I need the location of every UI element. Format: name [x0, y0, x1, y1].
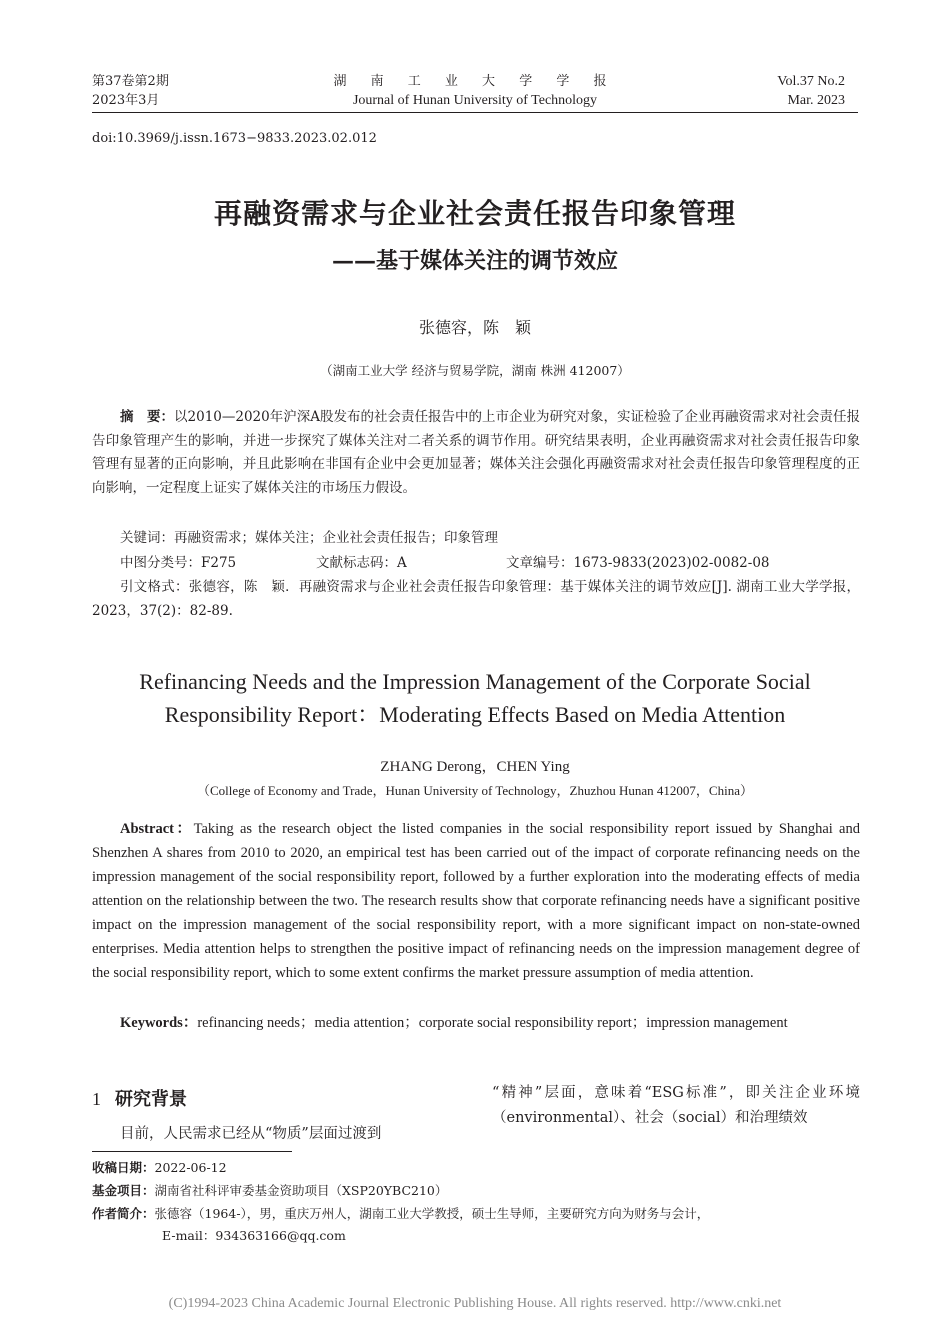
citation-text: 张德容，陈 颖．再融资需求与企业社会责任报告印象管理：基于媒体关注的调节效应[J]. 湖南工业大学学报，2023，37(2)：82-89. [92, 579, 860, 619]
footnote-divider [92, 1151, 292, 1152]
header-volume-en: Vol.37 No.2 [777, 74, 845, 89]
section-heading [92, 1085, 187, 1111]
fund-value: 湖南省社科评审委基金资助项目（XSP20YBC210） [154, 1183, 448, 1198]
article-value: 1673-9833(2023)02-0082-08 [573, 555, 770, 571]
abstract-cn-text: 以2010—2020年沪深A股发布的社会责任报告中的上市企业为研究对象，实证检验了企业再融资需求对社会责任报告印象管理产生的影响，并进一步探究了媒体关注对二者关系的调节作用。研究结果表明，企业再融资需求对社会责任报告印象管理有显著的正向影响，并且此影响在非国有企业中会更加显著；媒体关注会强化再融资需求对社会责任报告印象管理程度的正向影响，一定程度上证实了媒体关注的市场压力假设。 [92, 409, 861, 496]
section-title: 研究背景 [115, 1089, 187, 1110]
footnote-author [92, 1203, 860, 1225]
affiliation: （湖南工业大学 经济与贸易学院，湖南 株洲 412007） [320, 363, 630, 378]
article-label: 文章编号： [506, 555, 574, 571]
header-journal-en: Journal of Hunan University of Technology [352, 93, 598, 108]
author-value: 张德容（1964-），男，重庆万州人，湖南工业大学教授，硕士生导师，主要研究方向为财务与会计， [154, 1206, 710, 1221]
english-authors: ZHANG Derong，CHEN Ying [380, 759, 570, 775]
section-number: 1 [92, 1089, 101, 1109]
received-label: 收稿日期： [92, 1160, 155, 1175]
page-title: 再融资需求与企业社会责任报告印象管理 [213, 197, 736, 230]
footnote-received [92, 1157, 227, 1179]
english-title [0, 665, 950, 731]
header-date-en: Mar. 2023 [787, 93, 845, 108]
footnote-email[interactable]: E-mail：934363166@qq.com [162, 1228, 346, 1243]
article-number [506, 551, 770, 571]
abstract-cn [92, 406, 860, 500]
copyright-footer: (C)1994-2023 China Academic Journal Electronic Publishing House. All rights reserved. http://www.cnki.net [168, 1296, 782, 1311]
header-issue [92, 72, 169, 110]
clc-label: 中图分类号： [120, 555, 201, 571]
clc-code [120, 551, 316, 571]
keywords-en [120, 1011, 788, 1032]
clc-value: F275 [201, 555, 237, 571]
doc-value: A [397, 555, 407, 571]
doi[interactable]: doi:10.3969/j.issn.1673−9833.2023.02.012 [92, 131, 377, 146]
authors: 张德容，陈 颖 [418, 318, 531, 337]
body-text-right: “精神”层面，意味着“ESG标准”，即关注企业环境（environmental）、社会（social）和治理绩效 [492, 1085, 860, 1126]
keywords-cn [120, 526, 498, 546]
keywords-cn-label: 关键词： [120, 530, 174, 546]
header-issue-cn: 第37卷第2期 [92, 74, 169, 89]
keywords-en-label: Keywords： [120, 1015, 198, 1031]
citation [92, 575, 860, 623]
abstract-en-text: Taking as the research object the listed companies in the social responsibility report issued by Shanghai and Shenzhen A shares from 2010 to 2020, an empirical test has been carried out of the impact of corporate refinancing needs on the impression management of the social responsibility report, followed by a further exploration into the moderating effects of media attention on the relationship between the two. The research results show that corporate refinancing needs have a significant positive impact on the impression management of the social responsibility report, with a more significant impact on non-state-owned enterprises. Media attention helps to strengthen the positive impact of refinancing needs on the impression management degree of the social responsibility report, which to some extent confirms the market pressure assumption of media attention. [92, 821, 860, 981]
author-label: 作者简介： [92, 1206, 155, 1221]
keywords-en-text: refinancing needs；media attention；corporate social responsibility report；impression management [197, 1015, 788, 1031]
page-subtitle: ——基于媒体关注的调节效应 [331, 248, 618, 274]
citation-label: 引文格式： [120, 579, 189, 595]
body-text-left: 目前，人民需求已经从“物质”层面过渡到 [120, 1126, 382, 1142]
doc-label: 文献标志码： [316, 555, 397, 571]
header-divider [92, 112, 858, 113]
header-journal [300, 72, 650, 110]
classification-line [120, 551, 860, 571]
footnote-fund [92, 1180, 447, 1202]
fund-label: 基金项目： [92, 1183, 155, 1198]
header-date-cn: 2023年3月 [92, 93, 160, 108]
abstract-cn-label: 摘 要： [120, 409, 175, 425]
header-journal-cn: 湖 南 工 业 大 学 学 报 [333, 74, 617, 89]
english-affiliation: （College of Economy and Trade，Hunan University of Technology，Zhuzhou Hunan 412007，China） [197, 783, 753, 798]
keywords-cn-text: 再融资需求；媒体关注；企业社会责任报告；印象管理 [174, 530, 498, 546]
abstract-en-label: Abstract： [120, 821, 194, 837]
doc-code [316, 551, 506, 571]
english-title-line2: Responsibility Report：Moderating Effects Based on Media Attention [164, 702, 786, 727]
received-value: 2022-06-12 [154, 1160, 227, 1175]
header-volume [777, 72, 845, 110]
english-title-line1: Refinancing Needs and the Impression Management of the Corporate Social [139, 669, 811, 694]
abstract-en [92, 817, 860, 985]
